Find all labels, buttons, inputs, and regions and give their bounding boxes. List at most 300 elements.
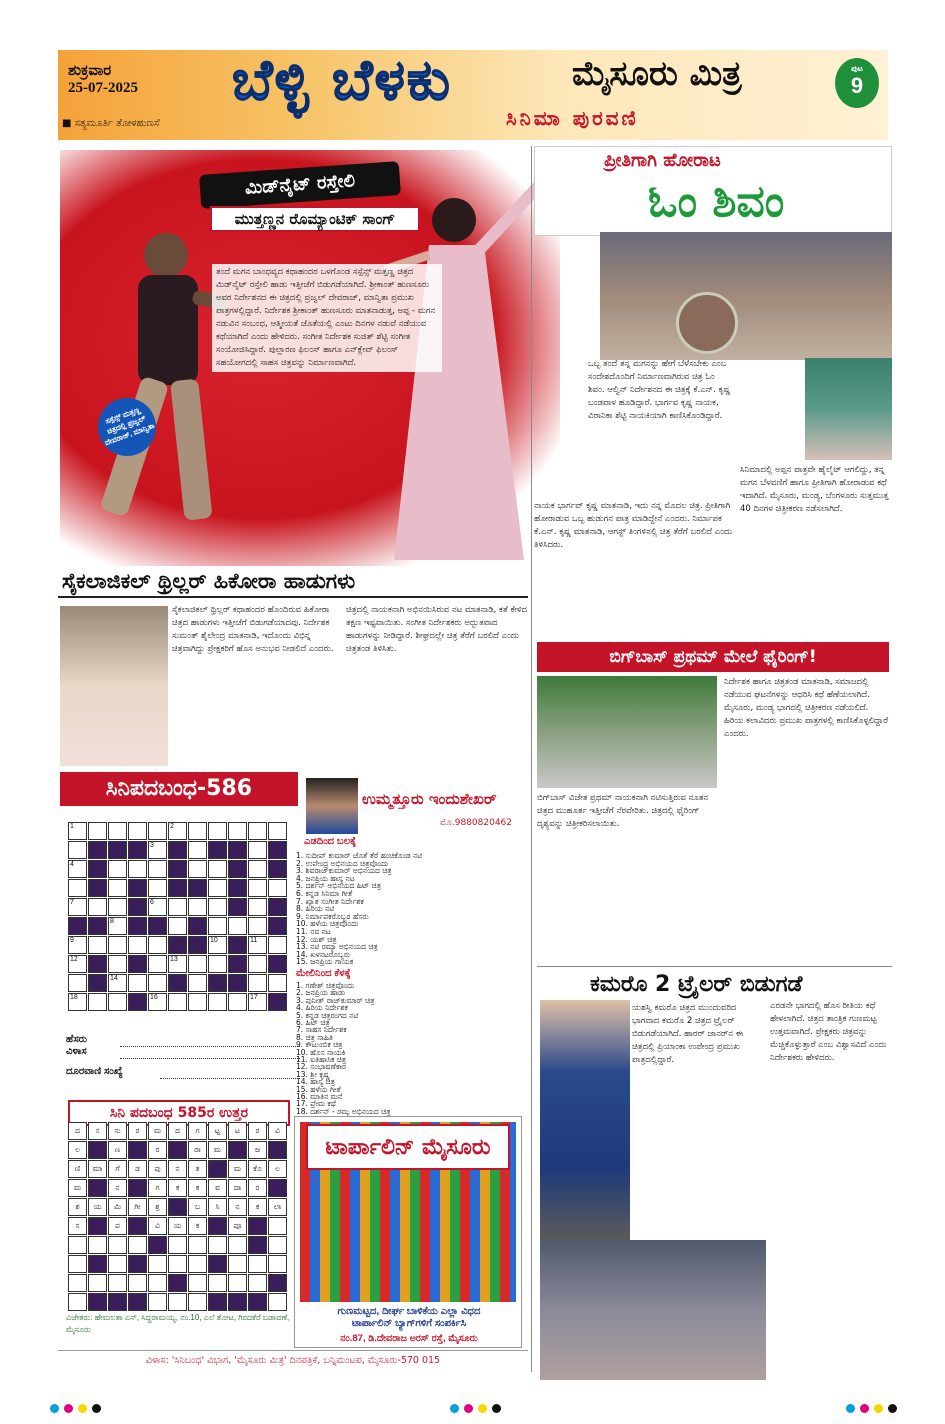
crossword-cell bbox=[128, 879, 147, 897]
story-body: ಯಶಸ್ವಿ ಕಮರೊ ಚಿತ್ರದ ಮುಂದುವರಿದ ಭಾಗವಾದ ಕಮರೊ 2 ಚಿತ್ರದ ಟ್ರೈಲರ್ ಬಿಡುಗಡೆಯಾಗಿದೆ. ಹಾರರ್ ಜಾನರ್‌ನ ಈ ಚಿತ್ರದಲ್ಲಿ ಪ್ರಿಯಾಂಕಾ ಉಪೇಂದ್ರ ಪ್ರಮುಖ ಪಾತ್ರದಲ್ಲಿದ್ದಾರೆ. bbox=[632, 1003, 744, 1065]
answer-cell: ರ bbox=[148, 1141, 167, 1159]
crossword-cell bbox=[208, 879, 227, 897]
registration-mark bbox=[888, 1404, 897, 1413]
across-clue: 15. ಜನಪ್ರಿಯ ಗಾಯಕ bbox=[296, 957, 354, 967]
crossword-cell bbox=[228, 860, 247, 878]
crossword-cell bbox=[108, 955, 127, 973]
crossword-cell bbox=[128, 860, 147, 878]
answer-cell: ಗ bbox=[148, 1179, 167, 1197]
crossword-cell bbox=[88, 879, 107, 897]
answer-cell-blank bbox=[268, 1255, 287, 1273]
crossword-cell bbox=[68, 841, 87, 859]
answer-cell-blank bbox=[88, 1236, 107, 1254]
across-clue: 7. ಖ್ಯಾತ ಸಂಗೀತ ನಿರ್ದೇಶಕ bbox=[296, 896, 364, 906]
answer-cell-blank bbox=[268, 1179, 287, 1197]
answer-cell: ರ bbox=[128, 1122, 147, 1140]
registration-mark bbox=[874, 1404, 883, 1413]
form-line bbox=[120, 1058, 300, 1059]
crossword-cell bbox=[148, 860, 167, 878]
crossword-cell bbox=[88, 974, 107, 992]
crossword-cell bbox=[248, 917, 267, 935]
answer-cell: ಮಿ bbox=[108, 1198, 127, 1216]
across-clue: 14. ಖಳನಟರೊಬ್ಬರು bbox=[296, 949, 351, 959]
crossword-cell bbox=[168, 993, 187, 1011]
crossword-cell bbox=[88, 955, 107, 973]
story-body: ಸಿನಿಮಾದಲ್ಲಿ ಅಪ್ಪನ ಪಾತ್ರವೇ ಹೈಲೈಟ್ ಆಗಲಿದ್ದು, ತನ್ನ ಮಗನ ಬೆಳವಣಿಗೆ ಹಾಗೂ ಪ್ರೀತಿಗಾಗಿ ಹೋರಾಡುವ ಕಥೆ ಇದಾಗಿದೆ. ಮೈಸೂರು, ಮಂಡ್ಯ, ಬೆಂಗಳೂರು ಸುತ್ತಮುತ್ತ 40 ದಿನಗಳ ಚಿತ್ರೀಕರಣ ನಡೆಸಲಾಗಿದೆ. bbox=[740, 465, 889, 514]
answer-cell-blank bbox=[208, 1217, 227, 1235]
crossword-cell: 16 bbox=[148, 993, 167, 1011]
down-clue: 7. ಸಾಹಸ ನಿರ್ದೇಶಕ bbox=[296, 1025, 347, 1035]
page-label: ಪುಟ bbox=[851, 64, 863, 73]
answer-cell-blank bbox=[168, 1274, 187, 1292]
crossword-cell bbox=[148, 936, 167, 954]
press-meet-photo bbox=[540, 1240, 766, 1380]
answer-cell-blank bbox=[268, 1236, 287, 1254]
answer-cell: ಯ bbox=[168, 1217, 187, 1235]
divider bbox=[537, 966, 892, 967]
crossword-cell bbox=[148, 974, 167, 992]
answer-cell: ಕ bbox=[168, 1179, 187, 1197]
crossword-cell bbox=[148, 955, 167, 973]
registration-mark bbox=[50, 1404, 59, 1413]
story-headline: ಸೈಕಲಾಜಿಕಲ್ ಥ್ರಿಲ್ಲರ್ ಹಿಕೋರಾ ಹಾಡುಗಳು bbox=[58, 566, 528, 598]
down-clue: 9. ಕೌಟುಂಬಿಕ ಚಿತ್ರ bbox=[296, 1040, 343, 1050]
answer-cell: ದ bbox=[168, 1122, 187, 1140]
answer-cell: ಲ bbox=[268, 1160, 287, 1178]
answer-cell-blank bbox=[248, 1255, 267, 1273]
answer-cell: ಲ bbox=[68, 1141, 87, 1159]
answer-cell-blank bbox=[268, 1274, 287, 1292]
down-clues-heading: ಮೇಲಿನಿಂದ ಕೆಳಕ್ಕೆ bbox=[296, 968, 351, 979]
crossword-cell: 11 bbox=[248, 936, 267, 954]
answer-cell-blank bbox=[88, 1179, 107, 1197]
crossword-cell bbox=[108, 936, 127, 954]
crossword-cell bbox=[128, 974, 147, 992]
across-clue: 4. ಜನಪ್ರಿಯ ಹಾಸ್ಯ ನಟ bbox=[296, 873, 355, 883]
across-clue: 1. ಸುದೀಪ್ ಕುಮಾರ್ ಜೊತೆ ತೆರೆ ಹಂಚಿಕೊಂಡ ನಟಿ bbox=[296, 851, 423, 860]
page-number-badge bbox=[835, 58, 879, 108]
story-body: ನಿರ್ದೇಶಕ ಹಾಗೂ ಚಿತ್ರತಂಡ ಮಾತನಾಡಿ, ಸಮಾಜದಲ್ಲಿ ನಡೆಯುವ ಘಟನೆಗಳನ್ನು ಆಧರಿಸಿ ಕಥೆ ಹೆಣೆಯಲಾಗಿದೆ. ಮೈಸೂರು, ಮಂಡ್ಯ ಭಾಗದಲ್ಲಿ ಚಿತ್ರೀಕರಣ ನಡೆಯಲಿದೆ. ಹಿರಿಯ ಕಲಾವಿದರು ಪ್ರಮುಖ ಪಾತ್ರಗಳಲ್ಲಿ ಕಾಣಿಸಿಕೊಳ್ಳಲಿದ್ದಾರೆ ಎಂದರು. bbox=[724, 677, 889, 739]
answer-cell-blank bbox=[128, 1255, 147, 1273]
down-clue: 12. ಸಂಭಾಷಣೆಕಾರ bbox=[296, 1062, 346, 1072]
answer-cell-blank bbox=[68, 1293, 87, 1311]
answer-cell-blank bbox=[168, 1141, 187, 1159]
crossword-cell bbox=[248, 879, 267, 897]
crossword-author-phone: ಮೊ.9880820462 bbox=[440, 818, 513, 828]
crossword-cell bbox=[268, 974, 287, 992]
registration-mark bbox=[450, 1404, 459, 1413]
crossword-cell bbox=[188, 822, 207, 840]
crossword-cell bbox=[148, 879, 167, 897]
answer-cell-blank bbox=[68, 1274, 87, 1292]
crossword-cell bbox=[188, 993, 207, 1011]
crossword-cell: 9 bbox=[68, 936, 87, 954]
crossword-cell bbox=[188, 879, 207, 897]
answer-cell: ಶ bbox=[68, 1198, 87, 1216]
ad-text: ಟಾರ್ಪಾಲಿನ್ ಬ್ಯಾಗ್‌ಗಳಿಗೆ ಸಂಪರ್ಕಿಸಿ bbox=[351, 1318, 467, 1329]
crossword-cell bbox=[228, 822, 247, 840]
crossword-cell: 18 bbox=[68, 993, 87, 1011]
story-body: ಬಿಗ್‌ಬಾಸ್ ವಿಜೇತ ಪ್ರಥಮ್ ನಾಯಕನಾಗಿ ನಟಿಸುತ್ತಿರುವ ನೂತನ ಚಿತ್ರದ ಮುಹೂರ್ತ ಇತ್ತೀಚೆಗೆ ನೆರವೇರಿತು. ಚಿತ್ರದಲ್ಲಿ ಫೈರಿಂಗ್ ದೃಶ್ಯವನ್ನು ಚಿತ್ರೀಕರಿಸಲಾಯಿತು. bbox=[537, 793, 709, 829]
ad-text: ಗುಣಮಟ್ಟದ, ದೀರ್ಘ ಬಾಳಿಕೆಯ ಎಲ್ಲಾ ವಿಧದ bbox=[337, 1306, 481, 1317]
story-headline: ಕಮರೊ 2 ಟ್ರೈಲರ್ ಬಿಡುಗಡೆ bbox=[590, 972, 803, 997]
registration-mark bbox=[92, 1404, 101, 1413]
story-kicker: ಮಿಡ್‌ನೈಟ್ ರಸ್ತೇಲಿ bbox=[199, 161, 401, 209]
answer-cell-blank bbox=[88, 1255, 107, 1273]
answer-cell: ಸ bbox=[68, 1217, 87, 1235]
answer-cell: ಕ bbox=[188, 1179, 207, 1197]
answer-cell-blank bbox=[88, 1274, 107, 1292]
answer-cell-blank bbox=[208, 1274, 227, 1292]
across-clue: 10. ಹಳೆಯ ಚಿತ್ರವೊಂದು bbox=[296, 919, 359, 929]
crossword-cell bbox=[88, 993, 107, 1011]
answer-cell-blank bbox=[148, 1236, 167, 1254]
answer-cell: ಸು bbox=[108, 1122, 127, 1140]
crossword-cell bbox=[248, 955, 267, 973]
crossword-cell bbox=[208, 822, 227, 840]
crossword-cell bbox=[128, 955, 147, 973]
crossword-cell bbox=[268, 879, 287, 897]
answer-cell: ಯ bbox=[88, 1198, 107, 1216]
answer-cell-blank bbox=[228, 1141, 247, 1159]
crossword-cell bbox=[208, 860, 227, 878]
crossword-cell bbox=[228, 974, 247, 992]
column-divider bbox=[531, 146, 532, 1372]
answer-cell-blank bbox=[68, 1236, 87, 1254]
answer-cell: ಮ bbox=[68, 1179, 87, 1197]
crossword-cell bbox=[68, 879, 87, 897]
answer-cell-blank bbox=[148, 1255, 167, 1273]
crossword-cell bbox=[148, 822, 167, 840]
answer-cell: ವ bbox=[208, 1179, 227, 1197]
registration-mark bbox=[78, 1404, 87, 1413]
answer-cell-blank bbox=[168, 1293, 187, 1311]
answer-cell-blank bbox=[168, 1198, 187, 1216]
crossword-cell bbox=[88, 936, 107, 954]
answer-cell-blank bbox=[208, 1160, 227, 1178]
answer-cell: ಜ bbox=[248, 1141, 267, 1159]
crossword-cell bbox=[88, 841, 107, 859]
across-clue: 9. ನಿರ್ಮಾಪಕರೊಬ್ಬರ ಹೆಸರು bbox=[296, 911, 369, 921]
crossword-cell bbox=[108, 822, 127, 840]
crossword-cell bbox=[188, 917, 207, 935]
form-address-label: ವಿಳಾಸ bbox=[66, 1046, 87, 1057]
answer-cell: ಶ್ರ bbox=[148, 1198, 167, 1216]
answer-cell: ಗೆ bbox=[108, 1160, 127, 1178]
crossword-cell bbox=[268, 841, 287, 859]
masthead-banner bbox=[58, 50, 888, 140]
answer-cell-blank bbox=[188, 1255, 207, 1273]
story-body: ಒಬ್ಬ ತಂದೆ ತನ್ನ ಮಗನನ್ನು ಹೇಗೆ ಬೆಳೆಸಬೇಕು ಎಂಬ ಸಂದೇಶದೊಂದಿಗೆ ನಿರ್ಮಾಣವಾಗಿರುವ ಚಿತ್ರ ಓಂ ಶಿವಂ. ಆಲ್ವಿನ್ ನಿರ್ದೇಶನದ ಈ ಚಿತ್ರಕ್ಕೆ ಕೆ.ಎನ್. ಕೃಷ್ಣ ಬಂಡವಾಳ ಹೂಡಿದ್ದಾರೆ. ಭಾರ್ಗವ ಕೃಷ್ಣ ನಾಯಕ, ವಿರಾನಿಕಾ ಶೆಟ್ಟಿ ನಾಯಕಿಯಾಗಿ ಕಾಣಿಸಿಕೊಂಡಿದ್ದಾರೆ. bbox=[588, 359, 731, 421]
album-disc-image bbox=[676, 292, 738, 354]
answer-cell: ಸಿ bbox=[208, 1198, 227, 1216]
crossword-title: ಸಿನಿಪದಬಂಧ-586 bbox=[60, 772, 298, 806]
across-clue: 13. ನಟಿ ರಮ್ಯಾ ಅಭಿನಯದ ಚಿತ್ರ bbox=[296, 942, 378, 952]
registration-mark bbox=[464, 1404, 473, 1413]
answer-cell-blank bbox=[108, 1293, 127, 1311]
crossword-cell bbox=[208, 974, 227, 992]
down-clue: 1. ಗಣೇಶ್ ಚಿತ್ರವೊಂದು bbox=[296, 981, 355, 990]
crossword-cell bbox=[268, 898, 287, 916]
across-clue: 11. ನವ ನಟ bbox=[296, 927, 331, 936]
crossword-cell bbox=[248, 974, 267, 992]
crossword-cell bbox=[128, 993, 147, 1011]
crossword-cell bbox=[208, 841, 227, 859]
shop-sign: ಟಾರ್ಪಾಲಿನ್ ಮೈಸೂರು bbox=[306, 1124, 510, 1170]
answer-cell-blank bbox=[268, 1217, 287, 1235]
story-headline: ಓಂ ಶಿವಂ bbox=[648, 176, 785, 227]
down-clue: 3. ಪುನೀತ್ ರಾಜ್‌ಕುಮಾರ್ ಚಿತ್ರ bbox=[296, 995, 375, 1005]
crossword-cell bbox=[228, 993, 247, 1011]
across-clue: 5. ದರ್ಶನ್ ಅಭಿನಯದ ಹಿಟ್ ಚಿತ್ರ bbox=[296, 881, 381, 891]
answer-cell: ನ bbox=[108, 1179, 127, 1197]
story-body: ಸೈಕಲಾಜಿಕಲ್ ಥ್ರಿಲ್ಲರ್ ಕಥಾಹಂದರ ಹೊಂದಿರುವ ಹಿಕೋರಾ ಚಿತ್ರದ ಹಾಡುಗಳು ಇತ್ತೀಚೆಗೆ ಬಿಡುಗಡೆಯಾದವು. ನಿರ್ದೇಶಕ ಸುಮಂತ್ ಶೈಲೇಂದ್ರ ಮಾತನಾಡಿ, ಇದೊಂದು ವಿಭಿನ್ನ ಚಿತ್ರವಾಗಿದ್ದು ಪ್ರೇಕ್ಷಕರಿಗೆ ಹೊಸ ಅನುಭವ ನೀಡಲಿದೆ ಎಂದರು. bbox=[172, 605, 334, 654]
answer-cell: ಡ bbox=[128, 1160, 147, 1178]
crossword-cell bbox=[188, 936, 207, 954]
story-headline: ಬಿಗ್‌ಬಾಸ್ ಪ್ರಥಮ್ ಮೇಲೆ ಫೈರಿಂಗ್! bbox=[537, 642, 889, 672]
crossword-cell bbox=[188, 974, 207, 992]
crossword-cell bbox=[228, 841, 247, 859]
crossword-cell bbox=[108, 898, 127, 916]
crossword-cell bbox=[268, 822, 287, 840]
crossword-cell: 4 bbox=[68, 860, 87, 878]
crossword-cell bbox=[68, 917, 87, 935]
couple-photo bbox=[60, 606, 168, 766]
answer-cell: ಕ bbox=[248, 1198, 267, 1216]
answer-cell-blank bbox=[268, 1141, 287, 1159]
answer-cell: ತ bbox=[188, 1160, 207, 1178]
crossword-cell bbox=[68, 974, 87, 992]
crossword-cell bbox=[108, 993, 127, 1011]
crossword-cell bbox=[188, 898, 207, 916]
down-clue: 8. ಚಿತ್ರ ಸಾಹಿತಿ bbox=[296, 1032, 334, 1042]
answer-cell-blank bbox=[228, 1274, 247, 1292]
crossword-cell bbox=[168, 974, 187, 992]
crossword-cell bbox=[248, 822, 267, 840]
answer-cell-blank bbox=[148, 1293, 167, 1311]
crossword-cell bbox=[168, 879, 187, 897]
crossword-cell: 1 bbox=[68, 822, 87, 840]
answer-cell: ಲಾ bbox=[268, 1198, 287, 1216]
answer-cell-blank bbox=[168, 1236, 187, 1254]
story-headline: ಮುತ್ತಣ್ಣನ ರೊಮ್ಯಾಂಟಿಕ್ ಸಾಂಗ್ bbox=[210, 206, 420, 232]
answer-cell: ಬ bbox=[188, 1198, 207, 1216]
answer-cell: ಗ bbox=[188, 1122, 207, 1140]
crossword-cell: 14 bbox=[108, 974, 127, 992]
answer-cell: ಗೀ bbox=[128, 1198, 147, 1216]
answer-cell: ದಾ bbox=[228, 1179, 247, 1197]
crossword-cell: 8 bbox=[108, 917, 127, 935]
answer-cell: ಮ bbox=[148, 1122, 167, 1140]
masthead-day: ಶುಕ್ರವಾರ bbox=[68, 63, 112, 79]
down-clue: 17. ಪ್ರೇಮ ಕಥೆ bbox=[296, 1099, 336, 1109]
crossword-cell: 2 bbox=[168, 822, 187, 840]
answer-cell: ಮ bbox=[228, 1160, 247, 1178]
crossword-cell bbox=[188, 841, 207, 859]
answer-cell-blank bbox=[208, 1236, 227, 1254]
answer-cell-blank bbox=[128, 1179, 147, 1197]
answer-cell: ಪು bbox=[148, 1160, 167, 1178]
crossword-cell bbox=[228, 898, 247, 916]
registration-mark bbox=[846, 1404, 855, 1413]
registration-mark bbox=[492, 1404, 501, 1413]
answer-cell: ಕ bbox=[188, 1217, 207, 1235]
across-clue: 8. ಹಿರಿಯ ನಟಿ bbox=[296, 904, 335, 914]
answer-cell: ವಿ bbox=[268, 1122, 287, 1140]
answer-cell: ಮ bbox=[208, 1141, 227, 1159]
story-kicker: ಪ್ರೀತಿಗಾಗಿ ಹೋರಾಟ bbox=[604, 150, 721, 171]
crossword-cell bbox=[128, 841, 147, 859]
answer-cell-blank bbox=[208, 1293, 227, 1311]
down-clue: 15. ಹಳೆಯ ಗೀತೆ bbox=[296, 1084, 341, 1094]
answer-cell-blank bbox=[188, 1293, 207, 1311]
answer-cell-blank bbox=[248, 1274, 267, 1292]
crossword-cell bbox=[208, 917, 227, 935]
answer-cell-blank bbox=[188, 1236, 207, 1254]
down-clue: 13. ಶ್ರೀ ಕೃಷ್ಣ bbox=[296, 1069, 330, 1079]
story-body: ಚಿತ್ರದಲ್ಲಿ ನಾಯಕನಾಗಿ ಅಭಿನಯಿಸಿರುವ ನಟ ಮಾತನಾಡಿ, ಕತೆ ಕೇಳಿದ ತಕ್ಷಣ ಇಷ್ಟವಾಯಿತು. ಸಂಗೀತ ನಿರ್ದೇಶಕರು ಅದ್ಭುತವಾದ ಹಾಡುಗಳನ್ನು ನೀಡಿದ್ದಾರೆ. ಶೀಘ್ರದಲ್ಲೇ ಚಿತ್ರ ತೆರೆಗೆ ಬರಲಿದೆ ಎಂದು ಚಿತ್ರತಂಡ ತಿಳಿಸಿತು. bbox=[346, 605, 528, 654]
answer-cell-blank bbox=[128, 1141, 147, 1159]
masthead-date: 25-07-2025 bbox=[68, 80, 138, 96]
newspaper-brand-logo: ಮೈಸೂರು ಮಿತ್ರ bbox=[572, 54, 742, 94]
story-body: ನಾಯಕ ಭಾರ್ಗವ್ ಕೃಷ್ಣ ಮಾತನಾಡಿ, ಇದು ನನ್ನ ಮೊದಲ ಚಿತ್ರ. ಪ್ರೀತಿಗಾಗಿ ಹೋರಾಡುವ ಒಬ್ಬ ಹುಡುಗನ ಪಾತ್ರ ಮಾಡಿದ್ದೇನೆ ಎಂದರು. ನಿರ್ಮಾಪಕ ಕೆ.ಎನ್. ಕೃಷ್ಣ ಮಾತನಾಡಿ, ಆಗಸ್ಟ್ ತಿಂಗಳಿನಲ್ಲಿ ಚಿತ್ರ ತೆರೆಗೆ ಬರಲಿದೆ ಎಂದು ತಿಳಿಸಿದರು. bbox=[534, 501, 733, 550]
answer-cell: ರ bbox=[248, 1179, 267, 1197]
answer-cell-blank bbox=[128, 1293, 147, 1311]
answer-cell-blank bbox=[88, 1217, 107, 1235]
answers-heading: ಸಿನಿ ಪದಬಂಧ 585ರ ಉತ್ತರ bbox=[68, 1100, 290, 1126]
registration-mark bbox=[64, 1404, 73, 1413]
crossword-cell bbox=[268, 860, 287, 878]
down-clue: 2. ಜನಪ್ರಿಯ ಹಾಡು bbox=[296, 988, 346, 998]
couple-photo bbox=[805, 358, 892, 460]
crossword-cell bbox=[228, 917, 247, 935]
answer-cell: ದ bbox=[68, 1122, 87, 1140]
crossword-cell: 17 bbox=[248, 993, 267, 1011]
answer-cell-blank bbox=[68, 1255, 87, 1273]
crossword-cell bbox=[268, 917, 287, 935]
answer-cell-blank bbox=[248, 1236, 267, 1254]
masthead-author: ■ ಸತ್ಯಮೂರ್ತಿ ತೋಳಹುಣಸೆ bbox=[62, 118, 160, 129]
answer-cell-blank bbox=[108, 1255, 127, 1273]
down-clue: 10. ಹೊಸ ನಾಯಕಿ bbox=[296, 1047, 346, 1057]
across-clue: 3. ಶಿವರಾಜ್‌ಕುಮಾರ್ ಅಭಿನಯದ ಚಿತ್ರ bbox=[296, 866, 392, 876]
crossword-cell bbox=[128, 936, 147, 954]
crossword-cell bbox=[208, 993, 227, 1011]
actress-photo bbox=[540, 1000, 630, 1240]
across-clue: 2. ಉಪೇಂದ್ರ ಅಭಿನಯದ ಚಿತ್ರವೊಂದು bbox=[296, 858, 389, 868]
page-number: 9 bbox=[850, 73, 864, 98]
crossword-cell bbox=[168, 841, 187, 859]
down-clue: 16. ಮಾತಿನ ಮನೆ bbox=[296, 1092, 343, 1101]
answer-cell: ಪ bbox=[108, 1217, 127, 1235]
answer-cell-blank bbox=[188, 1274, 207, 1292]
answer-cell-blank bbox=[228, 1255, 247, 1273]
answer-cell: ಟ bbox=[228, 1122, 247, 1140]
crossword-cell bbox=[208, 898, 227, 916]
crossword-cell: 7 bbox=[68, 898, 87, 916]
form-phone-label: ದೂರವಾಣಿ ಸಂಖ್ಯೆ bbox=[66, 1066, 123, 1077]
registration-mark bbox=[478, 1404, 487, 1413]
masthead-subtitle: ಸಿನಿಮಾ ಪುರವಣಿ bbox=[506, 106, 639, 130]
answer-cell-blank bbox=[248, 1293, 267, 1311]
answer-cell: ಮಾ bbox=[88, 1160, 107, 1178]
answer-cell: ಕೊ bbox=[248, 1160, 267, 1178]
cast-badge: ಸಸ್ಪೆನ್ಸ್ ಮತ್ತಣ್ಣ ಚಿತ್ರದಲ್ಲಿ ಪ್ರಜ್ವಲ್ ದೇವರಾಜ್, ಮಾನ್ವಿತಾ bbox=[90, 390, 164, 464]
crossword-cell bbox=[168, 936, 187, 954]
registration-mark bbox=[860, 1404, 869, 1413]
crossword-cell bbox=[228, 955, 247, 973]
crossword-cell: 6 bbox=[148, 898, 167, 916]
answer-cell-blank bbox=[88, 1293, 107, 1311]
crossword-cell bbox=[108, 879, 127, 897]
down-clue: 11. ಐತಿಹಾಸಿಕ ಚಿತ್ರ bbox=[296, 1055, 347, 1064]
answer-cell-blank bbox=[268, 1293, 287, 1311]
answer-cell: ಣಿ bbox=[68, 1160, 87, 1178]
answer-cell-blank bbox=[228, 1293, 247, 1311]
answer-cell-blank bbox=[128, 1217, 147, 1235]
crossword-cell bbox=[88, 898, 107, 916]
crossword-cell bbox=[88, 917, 107, 935]
down-clue: 18. ದರ್ಶನ್ - ರಮ್ಯ ಅಭಿನಯದ ಚಿತ್ರ bbox=[296, 1106, 391, 1116]
crossword-cell: 13 bbox=[168, 955, 187, 973]
answer-cell-blank bbox=[128, 1274, 147, 1292]
group-photo bbox=[537, 676, 717, 788]
form-line bbox=[120, 1046, 300, 1047]
answer-cell: ರ bbox=[248, 1122, 267, 1140]
crossword-cell bbox=[128, 822, 147, 840]
crossword-cell bbox=[268, 993, 287, 1011]
answer-cell: ರಾ bbox=[188, 1141, 207, 1159]
crossword-cell bbox=[228, 879, 247, 897]
crossword-cell bbox=[88, 860, 107, 878]
answer-cell-blank bbox=[128, 1236, 147, 1254]
answer-cell-blank bbox=[208, 1255, 227, 1273]
ad-address: ನಂ.87, ಡಿ.ದೇವರಾಜ ಅರಸ್ ರಸ್ತೆ, ಮೈಸೂರು bbox=[340, 1333, 478, 1344]
story-body: ತಂದೆ ಮಗನ ಬಾಂಧವ್ಯದ ಕಥಾಹಂದರ ಒಳಗೊಂಡ ಸಸ್ಪೆನ್ಸ್ ಮತ್ತಣ್ಣ ಚಿತ್ರದ ಮಿಡ್‌ನೈಟ್ ರಸ್ತೇಲಿ ಹಾಡು ಇತ್ತೀಚೆಗೆ ಬಿಡುಗಡೆಯಾಗಿದೆ. ಶ್ರೀಕಾಂತ್ ಹುಣಸೂರು ಅವರ ನಿರ್ದೇಶನದ ಈ ಚಿತ್ರದಲ್ಲಿ ಪ್ರಜ್ವಲ್ ದೇವರಾಜ್, ಮಾನ್ವಿತಾ ಪ್ರಮುಖ ಪಾತ್ರಗಳಲ್ಲಿದ್ದಾರೆ. ನಿರ್ದೇಶಕ ಶ್ರೀಕಾಂತ್ ಹುಣಸೂರು ಮಾತನಾಡುತ್ತ, ಅಪ್ಪ - ಮಗನ ನಡುವಿನ ಸಂಬಂಧ, ಆತ್ಮೀಯತೆ ಜೊತೆಯಲ್ಲಿ ಎಂಟು ದಿನಗಳ ನಡುವೆ ನಡೆಯುವ ಕಥೆಯಾಗಿದೆ ಎಂದು ಹೇಳಿದರು. ಸಂಗೀತ ನಿರ್ದೇಶಕ ಸುಜಿತ್ ಶೆಟ್ಟಿ ಸಂಗೀತ ಸಂಯೋಜಿಸಿದ್ದಾರೆ. ಪುಲ್ಲಾರಣ ಫಿಲಂಸ್ ಹಾಗೂ ಎನ್‌ಕ್ಲೇವ್ ಫಿಲಂಸ್ ಸಹಯೋಗದಲ್ಲಿ ಸಾಹಸ ಚಿತ್ರವನ್ನು ನಿರ್ಮಾಣವಾಗಿದೆ. bbox=[212, 264, 442, 372]
crossword-cell bbox=[108, 860, 127, 878]
crossword-cell bbox=[268, 955, 287, 973]
answer-cell: ಪೂ bbox=[228, 1217, 247, 1235]
crossword-cell bbox=[128, 917, 147, 935]
answer-cell: ನ bbox=[168, 1160, 187, 1178]
crossword-cell: 10 bbox=[208, 936, 227, 954]
winner-text: ವಿಜೇತರು: ಹೇಮಲತಾ ಎಸ್, ಸಿದ್ದರಾಮಯ್ಯ, ನಂ.10, ಎಲೆ ತೋಟ, ಗಿರದಕೆರೆ ಬಡಾವಣೆ, ಮೈಸೂರು bbox=[66, 1313, 290, 1334]
crossword-cell bbox=[208, 955, 227, 973]
down-clue: 4. ಹಿರಿಯ ನಿರ್ದೇಶಕ bbox=[296, 1003, 348, 1013]
crossword-cell bbox=[228, 936, 247, 954]
answer-cell: ಸ bbox=[88, 1122, 107, 1140]
crossword-cell bbox=[168, 860, 187, 878]
answer-cell: ನ bbox=[228, 1198, 247, 1216]
crossword-cell: 12 bbox=[68, 955, 87, 973]
answer-cell-blank bbox=[228, 1236, 247, 1254]
crossword-cell bbox=[128, 898, 147, 916]
crossword-cell: 3 bbox=[148, 841, 167, 859]
crossword-cell bbox=[108, 841, 127, 859]
down-clue: 14. ಹಾಸ್ಯ ಚಿತ್ರ bbox=[296, 1077, 335, 1087]
answer-cell-blank bbox=[168, 1255, 187, 1273]
crossword-cell bbox=[88, 822, 107, 840]
crossword-cell bbox=[268, 936, 287, 954]
crossword-cell bbox=[248, 898, 267, 916]
crossword-cell bbox=[248, 841, 267, 859]
answer-cell: ಟ್ಟ bbox=[208, 1122, 227, 1140]
crossword-cell bbox=[188, 860, 207, 878]
across-clues-heading: ಎಡದಿಂದ ಬಲಕ್ಕೆ bbox=[304, 836, 357, 847]
actor-photo bbox=[86, 220, 226, 550]
answer-cell-blank bbox=[88, 1141, 107, 1159]
answer-cell-blank bbox=[108, 1236, 127, 1254]
